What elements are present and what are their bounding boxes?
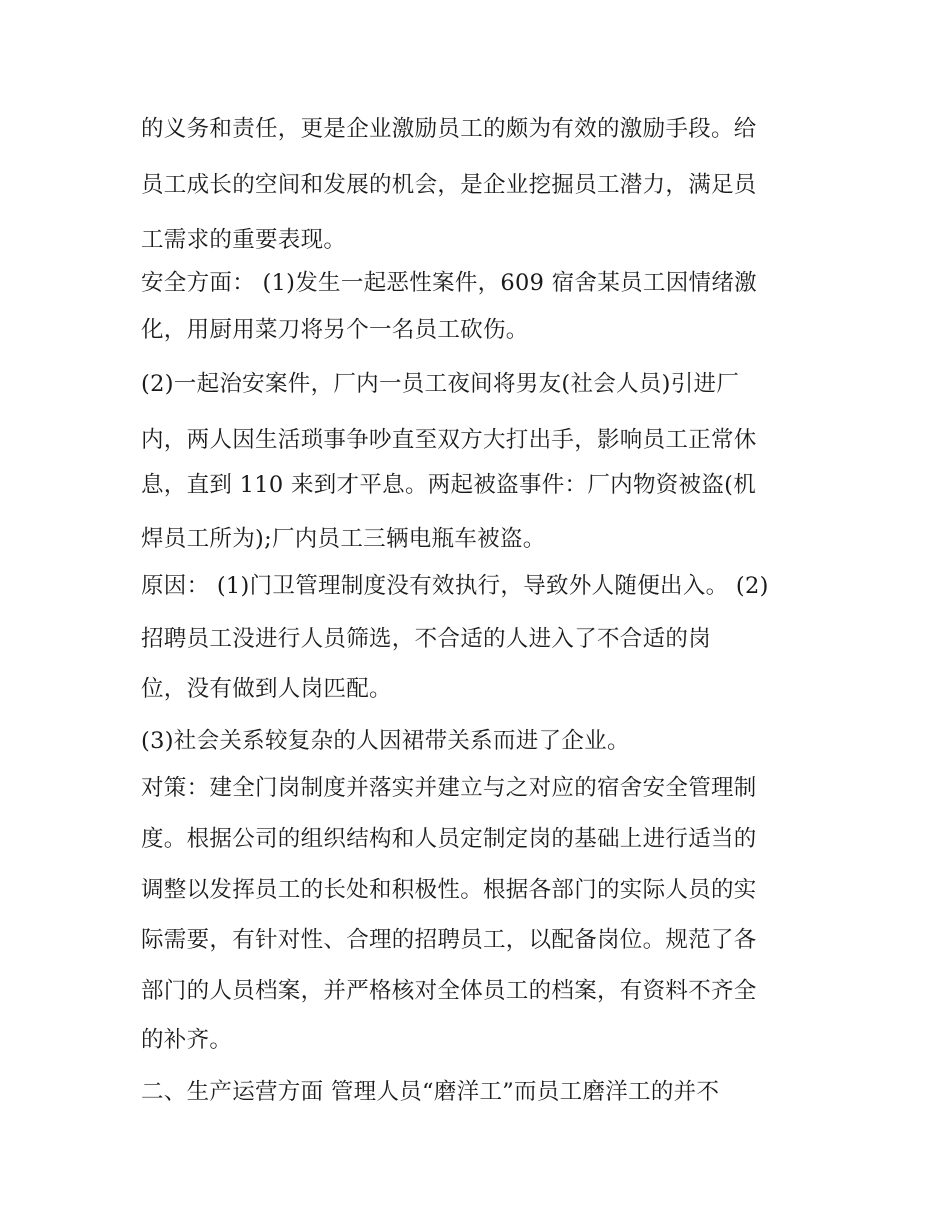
text-line-9: 焊员工所为);厂内员工三辆电瓶车被盗。	[141, 526, 546, 552]
text-line-17: 际需要，有针对性、合理的招聘员工，以配备岗位。规范了各	[141, 927, 757, 953]
text-line-3: 工需求的重要表现。	[141, 227, 347, 253]
text-line-19: 的补齐。	[141, 1027, 233, 1053]
text-line-15: 度。根据公司的组织结构和人员定制定岗的基础上进行适当的	[141, 826, 757, 852]
text-line-14: 对策：建全门岗制度并落实并建立与之对应的宿舍安全管理制	[141, 775, 757, 801]
text-line-2: 员工成长的空间和发展的机会，是企业挖掘员工潜力，满足员	[141, 172, 757, 198]
text-line-7: 内，两人因生活琐事争吵直至双方大打出手，影响员工正常休	[141, 427, 757, 453]
text-line-20: 二、生产运营方面 管理人员“磨洋工”而员工磨洋工的并不	[141, 1079, 720, 1105]
text-line-5: 化，用厨用菜刀将另个一名员工砍伤。	[141, 317, 529, 343]
text-line-4: 安全方面： (1)发生一起恶性案件，609 宿舍某员工因情绪激	[141, 270, 757, 296]
text-line-8: 息，直到 110 来到才平息。两起被盗事件：厂内物资被盗(机	[141, 472, 757, 498]
text-line-16: 调整以发挥员工的长处和积极性。根据各部门的实际人员的实	[141, 877, 757, 903]
text-line-1: 的义务和责任，更是企业激励员工的颇为有效的激励手段。给	[141, 116, 757, 142]
text-line-6: (2)一起治安案件，厂内一员工夜间将男友(社会人员)引进厂	[141, 371, 740, 397]
text-line-12: 位，没有做到人岗匹配。	[141, 676, 392, 702]
text-line-11: 招聘员工没进行人员筛选，不合适的人进入了不合适的岗	[141, 626, 712, 652]
text-line-10: 原因： (1)门卫管理制度没有效执行，导致外人随便出入。 (2)	[141, 573, 769, 599]
text-line-18: 部门的人员档案，并严格核对全体员工的档案，有资料不齐全	[141, 978, 757, 1004]
text-line-13: (3)社会关系较复杂的人因裙带关系而进了企业。	[141, 728, 630, 754]
